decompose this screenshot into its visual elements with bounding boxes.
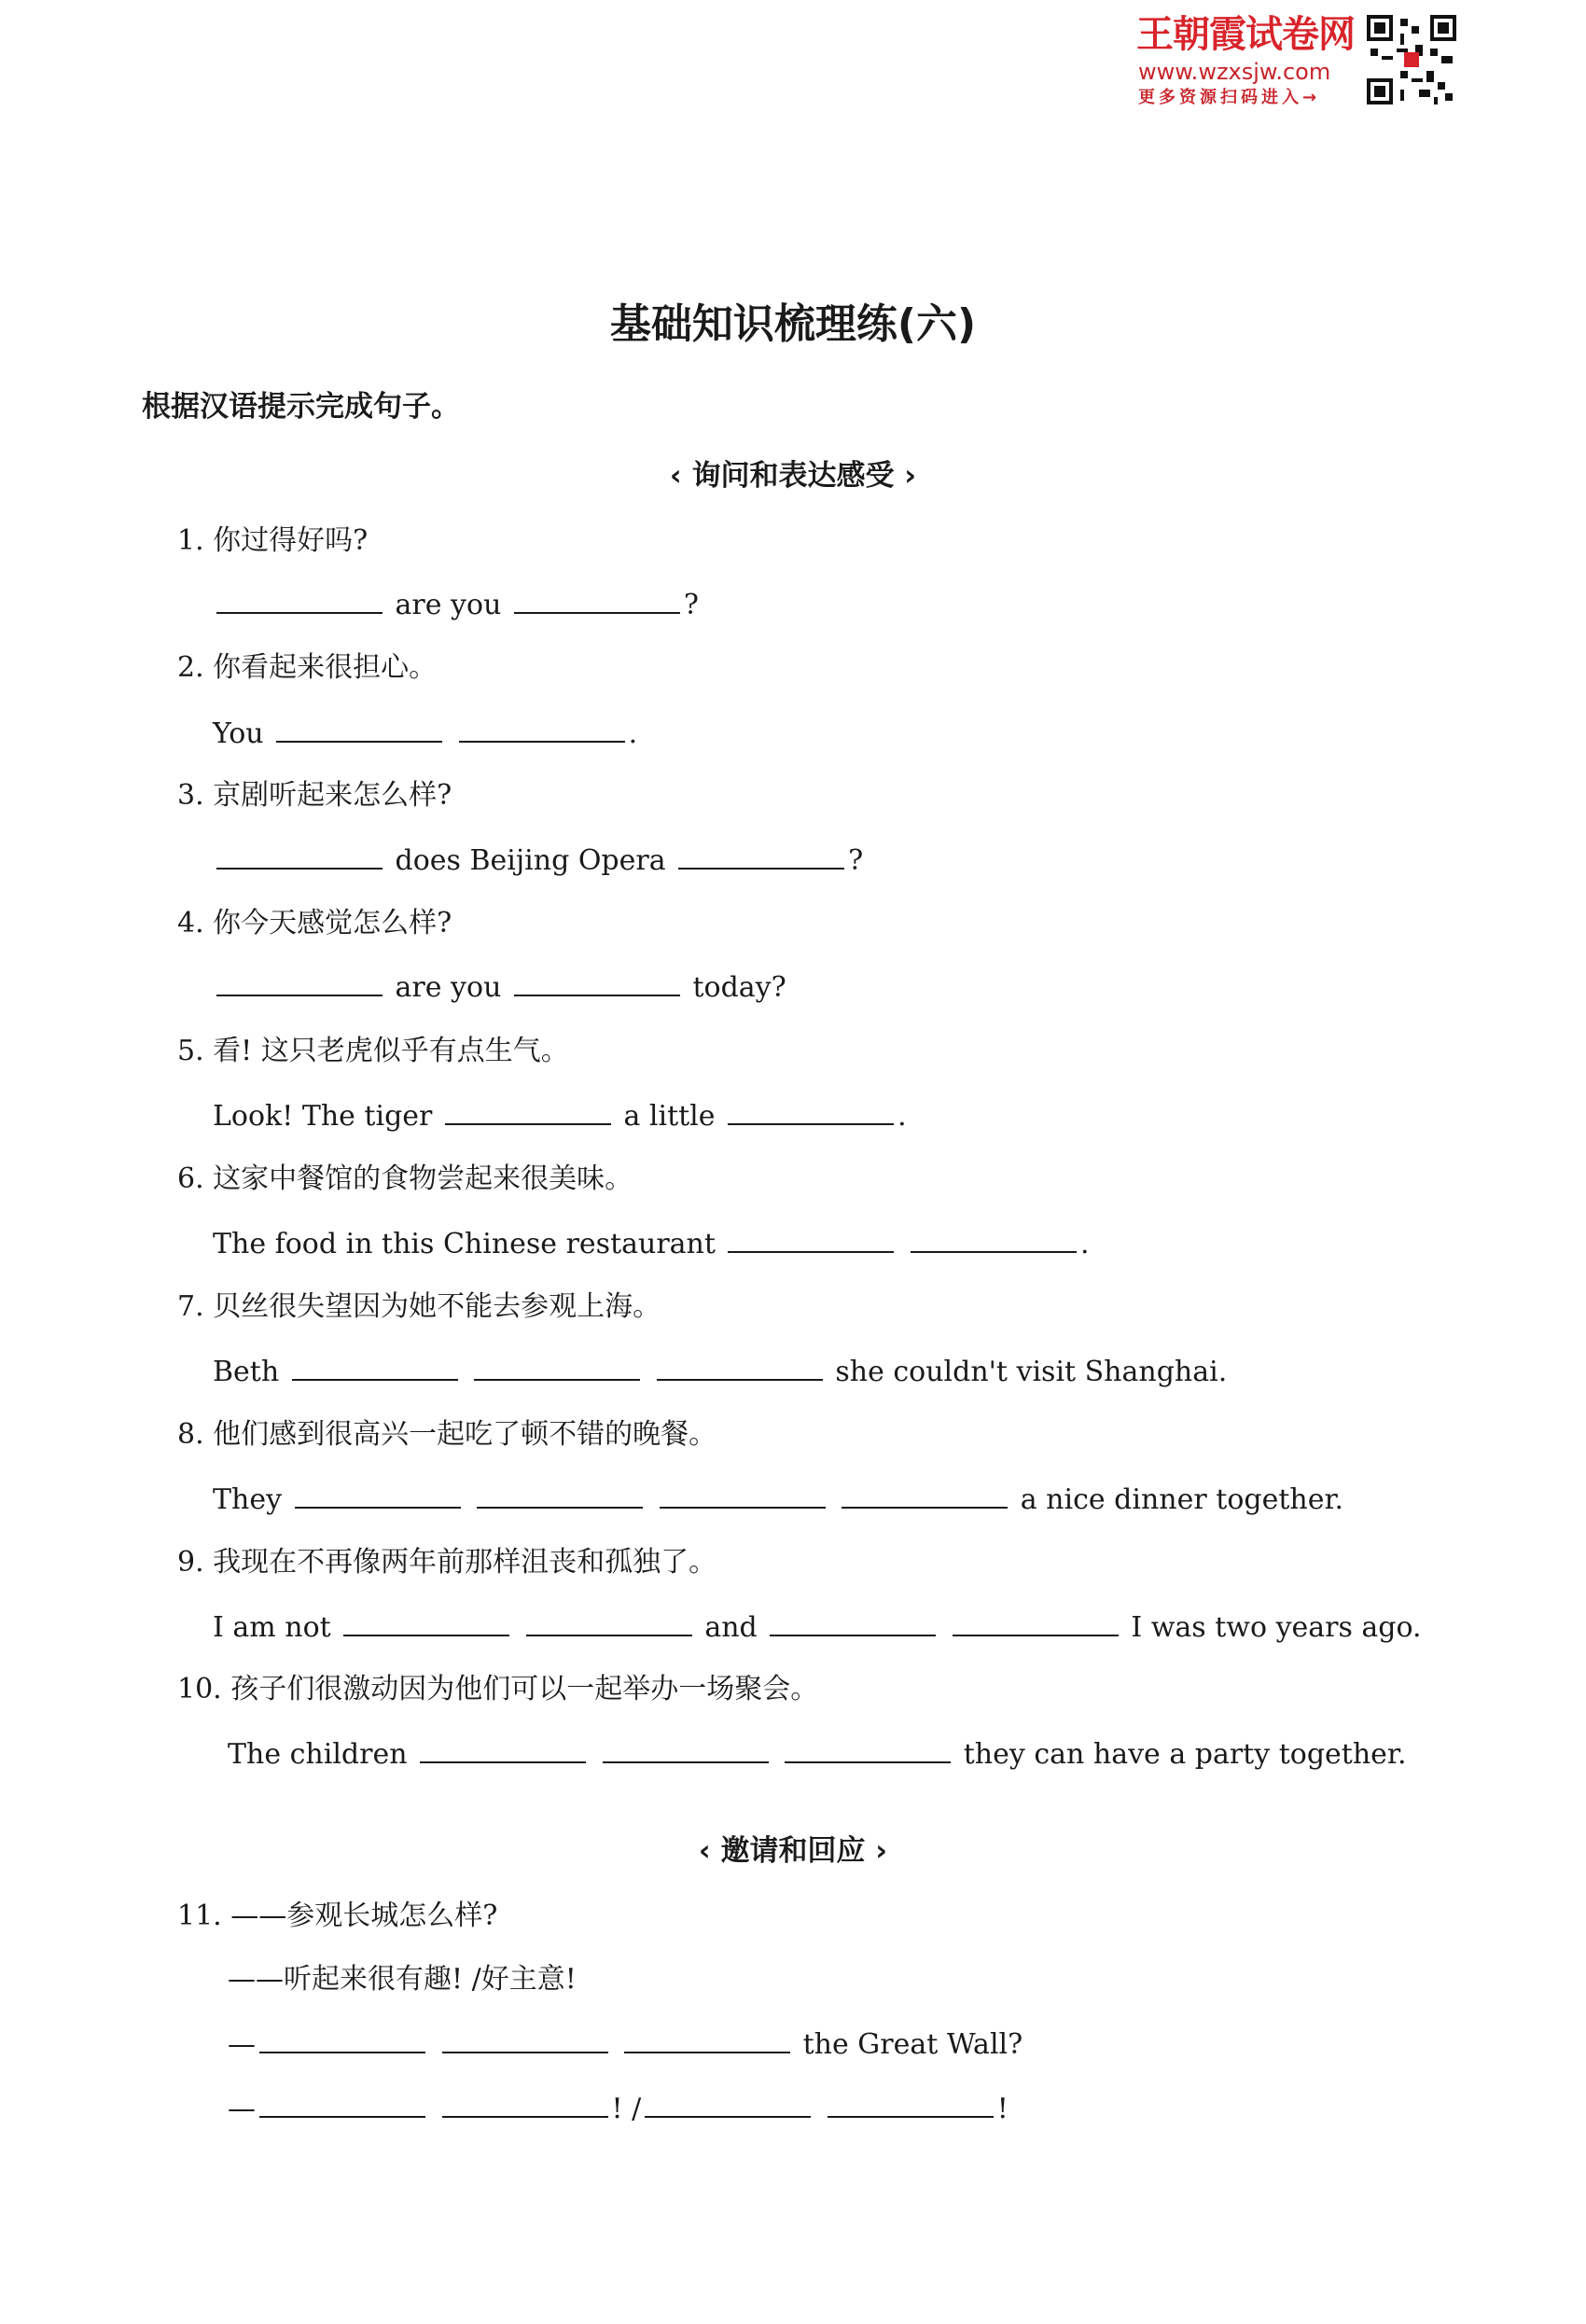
question-en: They a nice dinner together.	[213, 1481, 1343, 1519]
question-zh: 5. 看! 这只老虎似乎有点生气。	[177, 1035, 569, 1067]
answer-blank[interactable]	[216, 968, 383, 996]
answer-blank[interactable]	[911, 1225, 1077, 1253]
answer-blank[interactable]	[514, 586, 680, 614]
answer-blank[interactable]	[603, 1735, 769, 1763]
question-en: I am not and I was two years ago.	[213, 1608, 1422, 1647]
question-en: You .	[213, 715, 637, 753]
question-zh-reply: ——听起来很有趣! /好主意!	[228, 1963, 577, 1996]
answer-blank[interactable]	[459, 715, 625, 743]
question-zh: 3. 京剧听起来怎么样?	[177, 779, 452, 812]
answer-blank[interactable]	[276, 715, 442, 743]
question-en: The food in this Chinese restaurant .	[213, 1225, 1090, 1263]
answer-blank[interactable]	[842, 1481, 1008, 1509]
brand-header	[1136, 13, 1370, 106]
answer-blank[interactable]	[624, 2025, 790, 2053]
question-zh: 1. 你过得好吗?	[177, 524, 369, 557]
answer-blank[interactable]	[477, 1481, 643, 1509]
instruction: 根据汉语提示完成句子。	[142, 390, 460, 424]
section-heading: ‹ 邀请和回应 ›	[698, 1834, 888, 1868]
answer-blank[interactable]	[442, 2090, 608, 2118]
question-en: Look! The tiger a little .	[213, 1097, 907, 1135]
question-zh: 9. 我现在不再像两年前那样沮丧和孤独了。	[177, 1546, 717, 1579]
answer-blank[interactable]	[728, 1225, 894, 1253]
page-title: 基础知识梳理练(六)	[609, 300, 977, 348]
answer-blank[interactable]	[216, 842, 383, 870]
question-zh: 8. 他们感到很高兴一起吃了顿不错的晚餐。	[177, 1418, 717, 1451]
question-en: are you ?	[213, 586, 699, 624]
section-heading: ‹ 询问和表达感受 ›	[669, 459, 917, 493]
brand-name: 王朝霞试卷网	[1136, 13, 1355, 56]
answer-blank[interactable]	[442, 2025, 608, 2053]
question-en: does Beijing Opera ?	[213, 842, 863, 880]
answer-blank[interactable]	[295, 1481, 461, 1509]
question-zh: 10. 孩子们很激动因为他们可以一起举办一场聚会。	[177, 1673, 819, 1705]
question-zh: 11. ——参观长城怎么样?	[177, 1900, 498, 1932]
answer-blank[interactable]	[678, 842, 844, 870]
question-en: — the Great Wall?	[228, 2025, 1023, 2064]
question-zh: 2. 你看起来很担心。	[177, 651, 438, 684]
question-zh: 4. 你今天感觉怎么样?	[177, 907, 452, 939]
question-en: Beth she couldn't visit Shanghai.	[213, 1353, 1227, 1391]
question-en: are you today?	[213, 968, 786, 1007]
qr-code-icon[interactable]	[1367, 15, 1456, 104]
answer-blank[interactable]	[474, 1353, 640, 1381]
answer-blank[interactable]	[292, 1353, 458, 1381]
answer-blank[interactable]	[953, 1608, 1119, 1636]
answer-blank[interactable]	[657, 1353, 823, 1381]
answer-blank[interactable]	[828, 2090, 994, 2118]
answer-blank[interactable]	[770, 1608, 936, 1636]
question-zh: 6. 这家中餐馆的食物尝起来很美味。	[177, 1162, 633, 1195]
answer-blank[interactable]	[259, 2025, 425, 2053]
answer-blank[interactable]	[660, 1481, 826, 1509]
answer-blank[interactable]	[728, 1097, 894, 1125]
answer-blank[interactable]	[259, 2090, 425, 2118]
answer-blank[interactable]	[445, 1097, 611, 1125]
question-en: The children they can have a party together.	[228, 1735, 1407, 1774]
answer-blank[interactable]	[343, 1608, 509, 1636]
answer-blank[interactable]	[216, 586, 383, 614]
brand-url[interactable]: www.wzxsjw.com	[1138, 59, 1331, 85]
brand-slogan: 更多资源扫码进入→	[1138, 88, 1321, 107]
question-en-reply: — ! / !	[228, 2090, 1009, 2128]
answer-blank[interactable]	[420, 1735, 586, 1763]
answer-blank[interactable]	[526, 1608, 692, 1636]
question-zh: 7. 贝丝很失望因为她不能去参观上海。	[177, 1290, 661, 1323]
answer-blank[interactable]	[785, 1735, 951, 1763]
answer-blank[interactable]	[645, 2090, 811, 2118]
answer-blank[interactable]	[514, 968, 680, 996]
